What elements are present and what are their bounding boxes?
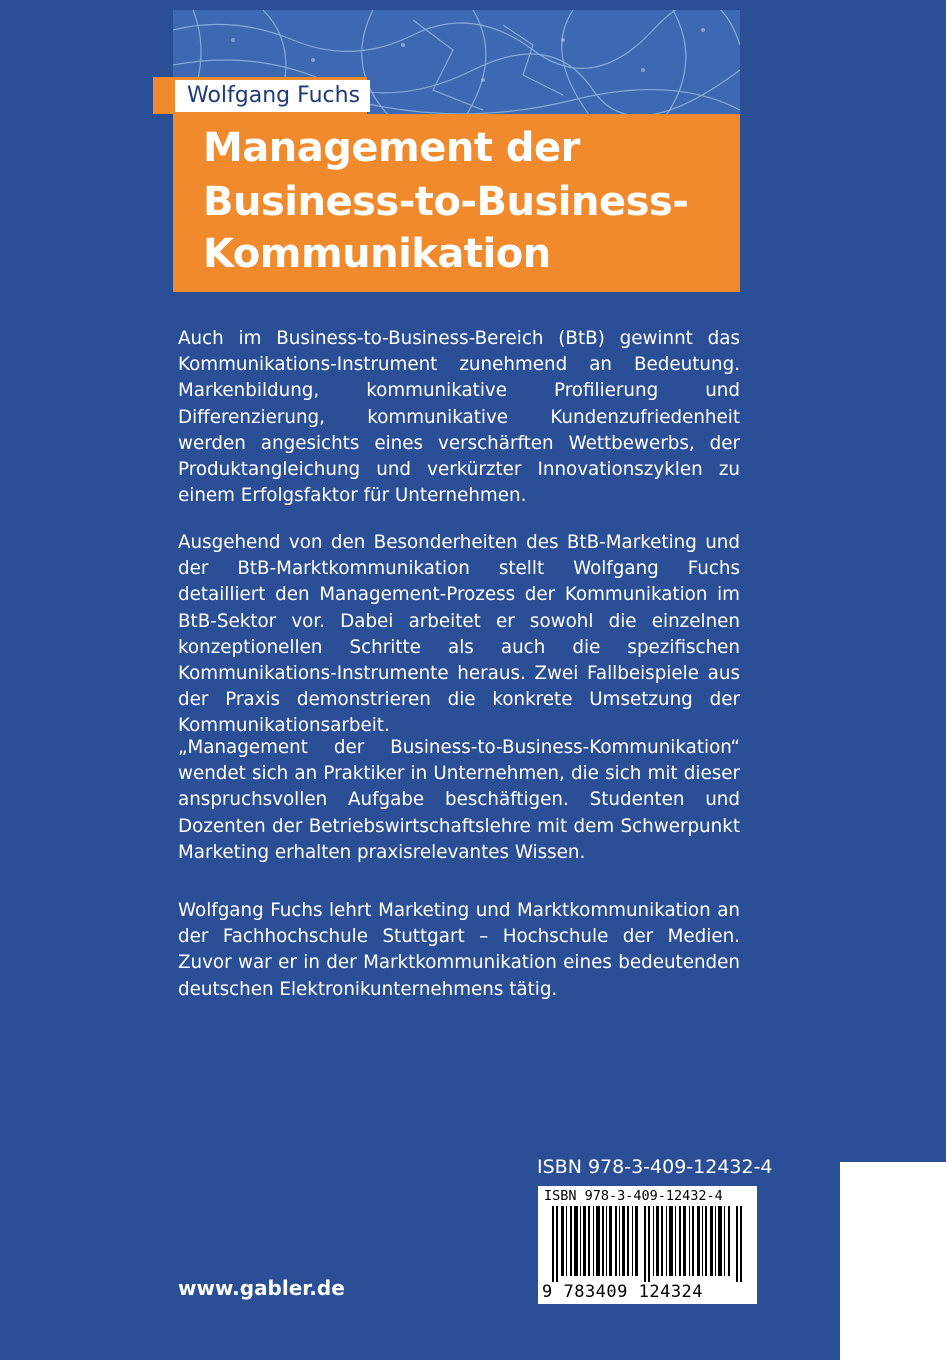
publisher-url: www.gabler.de — [178, 1276, 345, 1300]
barcode-digits: 9 783409 124324 — [542, 1282, 704, 1302]
title-line-3: Kommunikation — [203, 231, 551, 277]
barcode-isbn-text: ISBN 978-3-409-12432-4 — [544, 1188, 723, 1204]
blurb-paragraph-3: „Management der Business-to-Business-Kommunikation“ wendet sich an Praktiker in Unternehmen, die sich mit dieser anspruchsvollen Aufgabe beschäftigen. Studenten und Dozenten der Betriebswirtschaftslehre mit dem Schwerpunkt Marketing erhalten praxisrelevantes Wissen. — [178, 737, 740, 863]
barcode — [538, 1186, 757, 1304]
barcode-bars — [552, 1206, 746, 1282]
blurb-paragraph-1: Auch im Business-to-Business-Bereich (BtB) gewinnt das Kommunikations-Instrument zunehmend an Bedeutung. Markenbildung, kommunikative Profilierung und Differenzierung, kommunikative Kundenzufriedenheit werden angesichts eines verschärften Wettbewerbs, der Produktangleichung und verkürzter Innovationszyklen zu einem Erfolgsfaktor für Unternehmen. — [178, 328, 740, 507]
title-line-1: Management der — [203, 125, 580, 171]
author-name: Wolfgang Fuchs — [175, 80, 370, 112]
title-line-2: Business-to-Business- — [203, 179, 689, 225]
author-bio: Wolfgang Fuchs lehrt Marketing und Marktkommunikation an der Fachhochschule Stuttgart – Hochschule der Medien. Zuvor war er in der Marktkommunikation eines bedeutenden deutschen Elektronikunternehmens tätig. — [178, 900, 740, 1000]
price-sticker-area — [840, 1162, 946, 1360]
isbn-label: ISBN 978-3-409-12432-4 — [537, 1156, 773, 1178]
blurb-paragraph-2: Ausgehend von den Besonderheiten des BtB-Marketing und der BtB-Marktkommunikation stellt Wolfgang Fuchs detailliert den Management-Prozess der Kommunikation im BtB-Sektor vor. Dabei arbeitet er sowohl die einzelnen konzeptionellen Schritte als auch die spezifischen Kommunikations-Instrumente heraus. Zwei Fallbeispiele aus der Praxis demonstrieren die konkrete Umsetzung der Kommunikationsarbeit. — [178, 532, 740, 737]
